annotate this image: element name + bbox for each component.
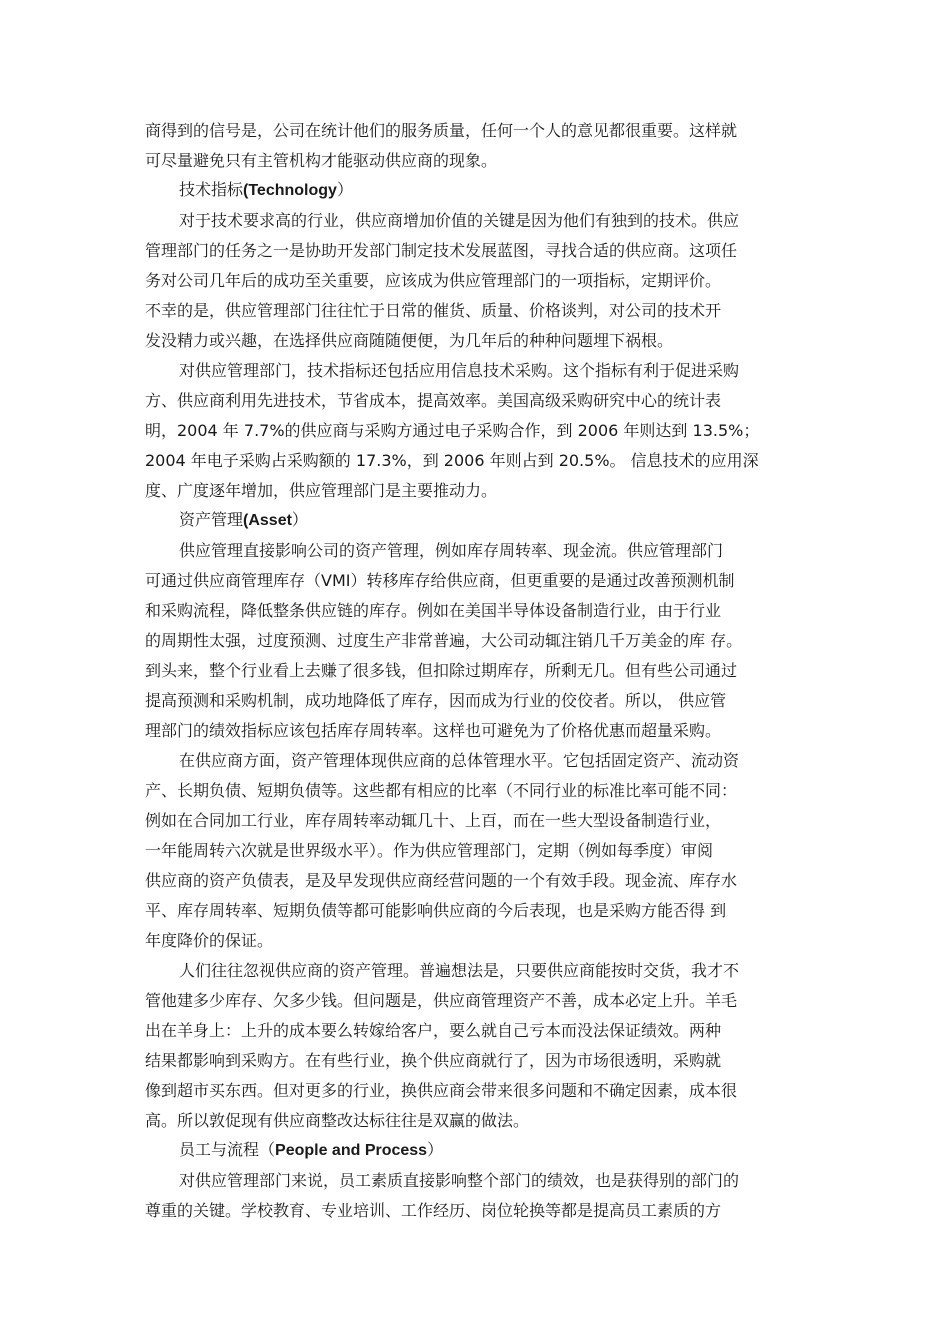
text-line: 平、库存周转率、短期负债等都可能影响供应商的今后表现，也是采购方能否得 到 xyxy=(145,901,727,920)
heading-cn: 资产管理 xyxy=(179,512,244,529)
text-line: 高。所以敦促现有供应商整改达标往往是双赢的做法。 xyxy=(145,1111,530,1130)
heading-en: (Technology xyxy=(243,182,337,199)
text-line: 理部门的绩效指标应该包括库存周转率。这样也可避免为了价格优惠而超量采购。 xyxy=(145,721,722,740)
text-line: 商得到的信号是，公司在统计他们的服务质量，任何一个人的意见都很重要。这样就 xyxy=(145,121,738,140)
heading-close: ） xyxy=(336,182,353,199)
text-line: 产、长期负债、短期负债等。这些都有相应的比率（不同行业的标准比率可能不同： xyxy=(145,781,738,800)
text-line: 可尽量避免只有主管机构才能驱动供应商的现象。 xyxy=(145,151,498,170)
text-line: 的周期性太强，过度预测、过度生产非常普遍，大公司动辄注销几千万美金的库 存。 xyxy=(145,631,743,650)
document-page xyxy=(145,116,807,1226)
text-line: 管他建多少库存、欠多少钱。但问题是，供应商管理资产不善，成本必定上升。羊毛 xyxy=(145,991,738,1010)
heading-cn: 技术指标 xyxy=(179,182,244,199)
text-line: 人们往往忽视供应商的资产管理。普遍想法是，只要供应商能按时交货，我才不 xyxy=(179,961,740,980)
section-heading-people-process xyxy=(145,1136,807,1166)
text-line: 可通过供应商管理库存（VMI）转移库存给供应商，但更重要的是通过改善预测机制 xyxy=(145,571,735,590)
heading-en: People and Process xyxy=(275,1142,428,1159)
text-line: 供应商的资产负债表，是及早发现供应商经营问题的一个有效手段。现金流、库存水 xyxy=(145,871,738,890)
text-line: 像到超市买东西。但对更多的行业，换供应商会带来很多问题和不确定因素，成本很 xyxy=(145,1081,738,1100)
section-heading-technology xyxy=(145,176,807,206)
text-line: 出在羊身上：上升的成本要么转嫁给客户，要么就自己亏本而没法保证绩效。两种 xyxy=(145,1021,722,1040)
text-line: 度、广度逐年增加，供应管理部门是主要推动力。 xyxy=(145,481,498,500)
text-line: 2004 年电子采购占采购额的 17.3%，到 2006 年则占到 20.5%。 信息技术的应用深 xyxy=(145,451,759,470)
text-line: 供应管理直接影响公司的资产管理，例如库存周转率、现金流。供应管理部门 xyxy=(179,541,724,560)
heading-cn: 员工与流程（ xyxy=(179,1142,276,1159)
text-line: 发没精力或兴趣，在选择供应商随随便便，为几年后的种种问题埋下祸根。 xyxy=(145,331,674,350)
section-heading-asset xyxy=(145,506,807,536)
heading-close: ） xyxy=(291,512,308,529)
text-line: 一年能周转六次就是世界级水平）。作为供应管理部门，定期（例如每季度）审阅 xyxy=(145,841,714,860)
text-line: 方、供应商利用先进技术，节省成本，提高效率。美国高级采购研究中心的统计表 xyxy=(145,391,722,410)
text-line: 对供应管理部门，技术指标还包括应用信息技术采购。这个指标有利于促进采购 xyxy=(179,361,740,380)
text-line: 年度降价的保证。 xyxy=(145,931,274,950)
text-line: 结果都影响到采购方。在有些行业，换个供应商就行了，因为市场很透明，采购就 xyxy=(145,1051,722,1070)
text-line: 尊重的关键。学校教育、专业培训、工作经历、岗位轮换等都是提高员工素质的方 xyxy=(145,1201,722,1220)
text-line: 对供应管理部门来说，员工素质直接影响整个部门的绩效，也是获得别的部门的 xyxy=(179,1171,740,1190)
heading-en: (Asset xyxy=(243,512,292,529)
text-line: 例如在合同加工行业，库存周转率动辄几十、上百，而在一些大型设备制造行业， xyxy=(145,811,722,830)
text-line: 对于技术要求高的行业，供应商增加价值的关键是因为他们有独到的技术。供应 xyxy=(179,211,740,230)
text-line: 和采购流程，降低整条供应链的库存。例如在美国半导体设备制造行业，由于行业 xyxy=(145,601,722,620)
text-line: 管理部门的任务之一是协助开发部门制定技术发展蓝图，寻找合适的供应商。这项任 xyxy=(145,241,738,260)
text-line: 不幸的是，供应管理部门往往忙于日常的催货、质量、价格谈判，对公司的技术开 xyxy=(145,301,722,320)
text-line: 务对公司几年后的成功至关重要，应该成为供应管理部门的一项指标，定期评价。 xyxy=(145,271,722,290)
heading-close: ） xyxy=(427,1142,444,1159)
text-line: 明，2004 年 7.7%的供应商与采购方通过电子采购合作，到 2006 年则达到 13.5%； xyxy=(145,421,760,440)
text-line: 到头来，整个行业看上去赚了很多钱，但扣除过期库存，所剩无几。但有些公司通过 xyxy=(145,661,738,680)
text-line: 提高预测和采购机制，成功地降低了库存，因而成为行业的佼佼者。所以， 供应管 xyxy=(145,691,727,710)
text-line: 在供应商方面，资产管理体现供应商的总体管理水平。它包括固定资产、流动资 xyxy=(179,751,740,770)
